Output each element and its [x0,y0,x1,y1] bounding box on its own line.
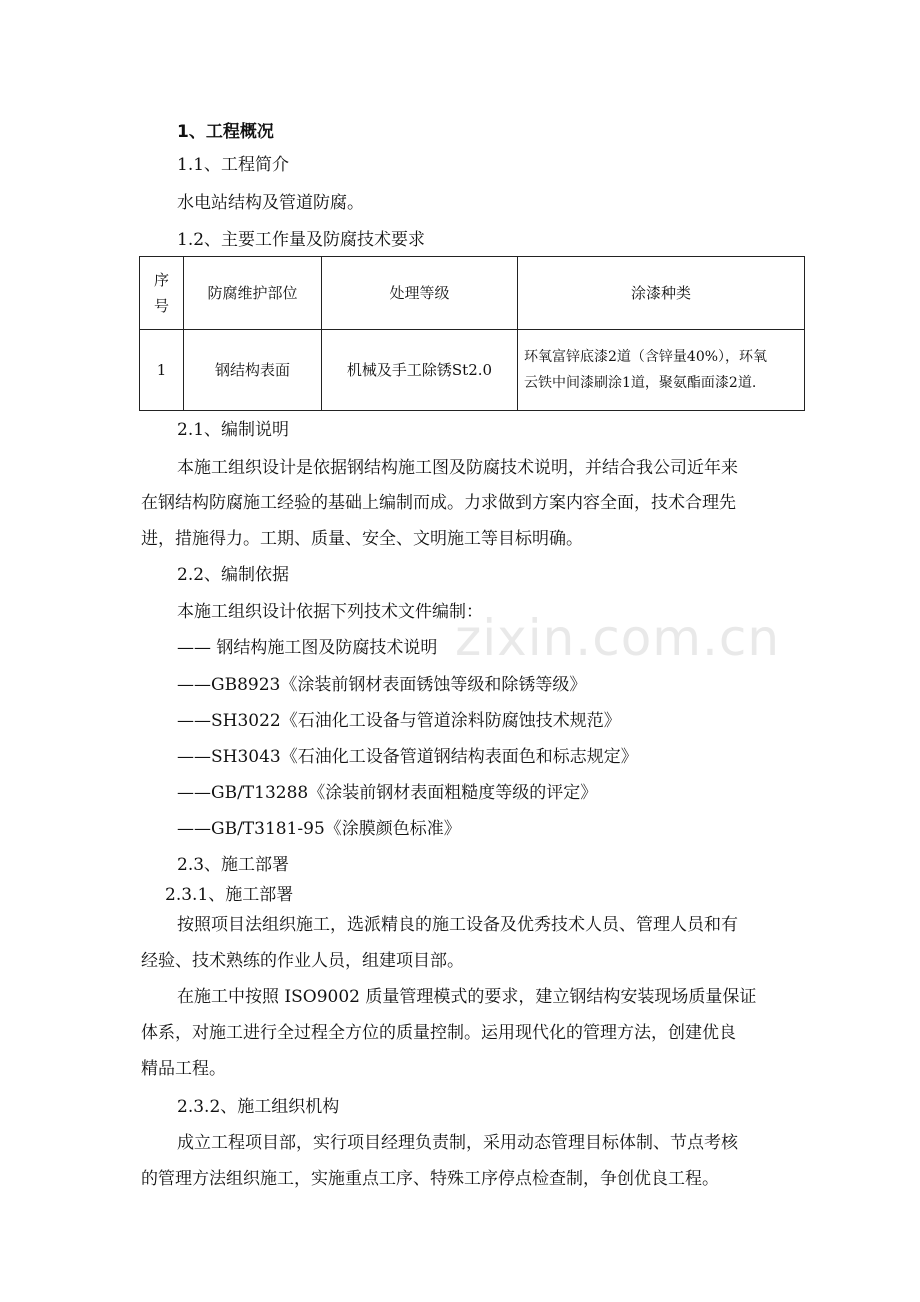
header-paint: 涂漆种类 [518,257,805,330]
references-intro: 本施工组织设计依据下列技术文件编制： [177,602,483,622]
reference-item: ——GB/T13288《涂装前钢材表面粗糙度等级的评定》 [177,783,598,803]
reference-item: ——SH3022《石油化工设备与管道涂料防腐蚀技术规范》 [177,711,621,731]
subheading-1-2: 1.2、主要工作量及防腐技术要求 [177,230,426,250]
paragraph-line: 本施工组织设计是依据钢结构施工图及防腐技术说明，并结合我公司近年来 [177,458,738,478]
paragraph-line: 精品工程。 [141,1059,226,1079]
table-row [140,330,805,411]
paragraph-line: 经验、技术熟练的作业人员，组建项目部。 [141,951,464,971]
cell-paint-line2: 云铁中间漆刷涂1道，聚氨酯面漆2道. [524,375,757,391]
paragraph-line: 按照项目法组织施工，选派精良的施工设备及优秀技术人员、管理人员和有 [177,915,738,935]
reference-item: ——GB/T3181-95《涂膜颜色标准》 [177,819,461,839]
header-seq [140,257,184,330]
spec-table [139,256,805,411]
subheading-2-3: 2.3、施工部署 [177,855,290,875]
table-header-row [140,257,805,330]
header-seq-line1: 序 [153,271,169,289]
watermark: zixin.com.cn [455,609,781,667]
intro-text: 水电站结构及管道防腐。 [177,193,364,213]
cell-paint-line1: 环氧富锌底漆2道（含锌量40%），环氧 [524,349,768,365]
subheading-2-1: 2.1、编制说明 [177,420,290,440]
subheading-2-2: 2.2、编制依据 [177,565,290,585]
reference-item: ——GB8923《涂装前钢材表面锈蚀等级和除锈等级》 [177,675,587,695]
cell-paint [518,330,805,411]
header-part: 防腐维护部位 [184,257,322,330]
reference-item: ——SH3043《石油化工设备管道钢结构表面色和标志规定》 [177,747,638,767]
paragraph-line: 在钢结构防腐施工经验的基础上编制而成。力求做到方案内容全面，技术合理先 [141,493,736,513]
section-heading-1: 1、工程概况 [177,122,274,142]
paragraph-line: 在施工中按照 ISO9002 质量管理模式的要求，建立钢结构安装现场质量保证 [177,987,757,1007]
subheading-2-3-2: 2.3.2、施工组织机构 [177,1097,340,1117]
subheading-1-1: 1.1、工程简介 [177,155,290,175]
header-seq-line2: 号 [153,297,169,315]
paragraph-line: 成立工程项目部，实行项目经理负责制，采用动态管理目标体制、节点考核 [177,1133,738,1153]
cell-seq: 1 [140,330,184,411]
cell-level: 机械及手工除锈St2.0 [322,330,518,411]
paragraph-line: 进，措施得力。工期、质量、安全、文明施工等目标明确。 [141,529,583,549]
header-level: 处理等级 [322,257,518,330]
subheading-2-3-1: 2.3.1、施工部署 [165,885,294,905]
paragraph-line: 体系，对施工进行全过程全方位的质量控制。运用现代化的管理方法，创建优良 [141,1023,736,1043]
cell-part: 钢结构表面 [184,330,322,411]
reference-item: —— 钢结构施工图及防腐技术说明 [177,638,438,658]
paragraph-line: 的管理方法组织施工，实施重点工序、特殊工序停点检查制，争创优良工程。 [141,1169,719,1189]
